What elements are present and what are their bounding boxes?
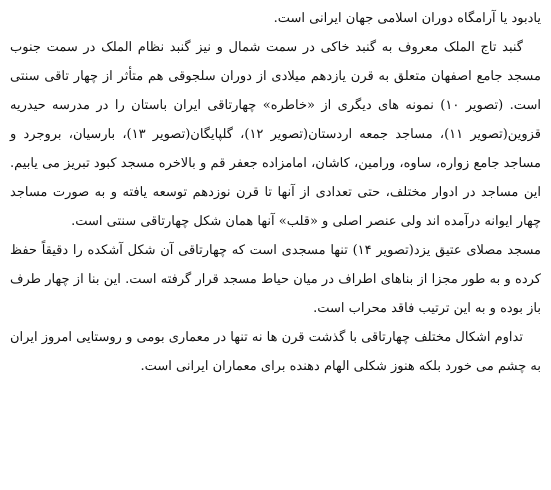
paragraph-2: گنبد تاج الملک معروف به گنبد خاکی در سمت شمال و نیز گنبد نظام الملک در سمت جنوب مسجد جامع اصفهان متعلق به قرن یازدهم میلادی از دوران سلجوقی هم متأثر از چهار تاقی سنتی است. (تصویر ۱۰) نمونه های دیگری از «خاطره» چهارتاقی ایران باستان را در مدرسه حیدریه قزوین(تصویر ۱۱)، مساجد جمعه اردستان(تصویر ۱۲)، گلپایگان(تصویر ۱۳)، بارسیان، بروجرد و مساجد جامع زواره، ساوه، ورامین، کاشان، امامزاده جعفر قم و بالاخره مسجد کبود تبریز می یابیم. این مساجد در ادوار مختلف، حتی تعدادی از آنها تا قرن نوزدهم توسعه یافته و به صورت مساجد چهار ایوانه درآمده اند ولی عنصر اصلی و «قلب» آنها همان شکل چهارتاقی سنتی است. (10, 40, 541, 229)
body-text (10, 4, 541, 381)
paragraph-4: تداوم اشکال مختلف چهارتاقی با گذشت قرن ها نه تنها در معماری بومی و روستایی امروز ایران به چشم می خورد بلکه هنوز شکلی الهام دهنده برای معماران ایرانی است. (10, 330, 541, 374)
paragraph-1: یادبود یا آرامگاه دوران اسلامی جهان ایرانی است. (273, 11, 541, 26)
paragraph-3: مسجد مصلای عتیق یزد(تصویر ۱۴) تنها مسجدی است که چهارتاقی آن شکل آشکده را دقیقاً حفظ کرده و به طور مجزا از بناهای اطراف در میان حیاط مسجد قرار گرفته است. این بنا از چهار طرف باز بوده و به این ترتیب فاقد محراب است. (10, 243, 542, 316)
